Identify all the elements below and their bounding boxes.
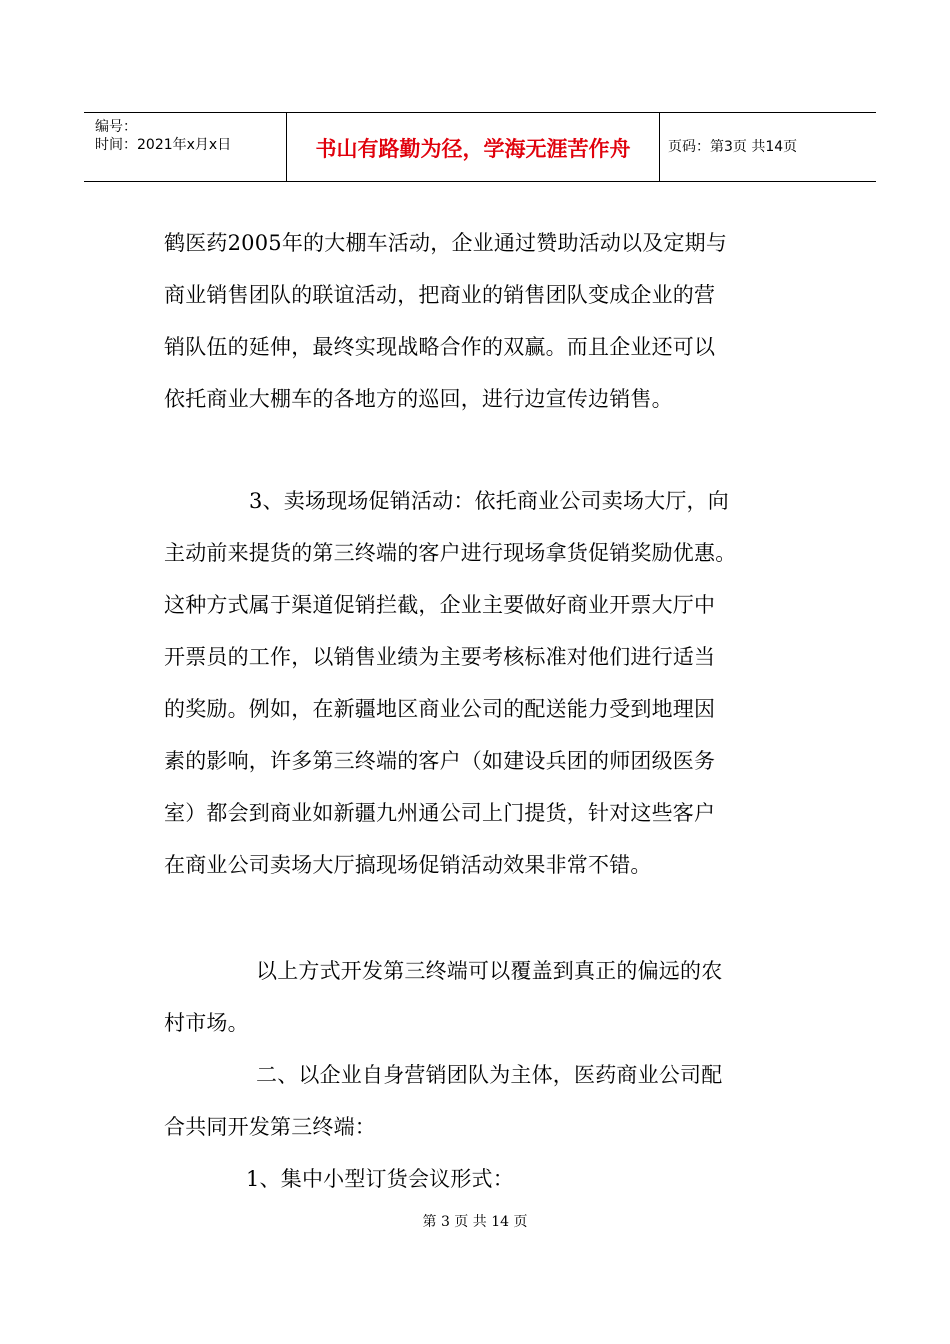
- subsection-heading-one: [164, 1153, 814, 1205]
- body-line: 开票员的工作，以销售业绩为主要考核标准对他们进行适当: [164, 645, 716, 669]
- motto-text: 书山有路勤为径，学海无涯苦作舟: [315, 137, 631, 161]
- body-line: 素的影响，许多第三终端的客户（如建设兵团的师团级医务: [164, 749, 716, 773]
- date-label: 时间：2021年x月x日: [95, 137, 232, 153]
- page-footer: 第 3 页 共 14 页: [422, 1214, 528, 1230]
- paragraph-summary: [164, 945, 814, 1049]
- paragraph-big-tent-vehicle: [164, 217, 814, 425]
- body-line: 依托商业大棚车的各地方的巡回，进行边宣传边销售。: [164, 387, 673, 411]
- body-line: 这种方式属于渠道促销拦截，企业主要做好商业开票大厅中: [164, 593, 716, 617]
- body-line: 室）都会到商业如新疆九州通公司上门提货，针对这些客户: [164, 801, 716, 825]
- page-header: [84, 112, 876, 182]
- body-line: 3、卖场现场促销活动：依托商业公司卖场大厅，向: [249, 489, 729, 513]
- header-middle-cell: [286, 113, 660, 181]
- paragraph-store-promotion: [164, 475, 814, 891]
- page-info: 页码：第3页 共14页: [668, 139, 798, 155]
- header-right-cell: [660, 113, 876, 181]
- body-line: 商业销售团队的联谊活动，把商业的销售团队变成企业的营: [164, 283, 716, 307]
- body-line: 销队伍的延伸，最终实现战略合作的双赢。而且企业还可以: [164, 335, 716, 359]
- body-line: 1、集中小型订货会议形式：: [246, 1167, 514, 1191]
- body-line: 村市场。: [164, 1011, 249, 1035]
- section-heading-two: [164, 1049, 814, 1153]
- serial-number-label: 编号：: [95, 119, 137, 135]
- body-line: 主动前来提货的第三终端的客户进行现场拿货促销奖励优惠。: [164, 541, 737, 565]
- body-line: 二、以企业自身营销团队为主体，医药商业公司配: [256, 1063, 723, 1087]
- body-line: 的奖励。例如，在新疆地区商业公司的配送能力受到地理因: [164, 697, 716, 721]
- body-line: 鹤医药2005年的大棚车活动，企业通过赞助活动以及定期与: [164, 231, 728, 255]
- header-left-cell: [84, 113, 286, 181]
- body-line: 合共同开发第三终端：: [164, 1115, 376, 1139]
- body-line: 以上方式开发第三终端可以覆盖到真正的偏远的农: [256, 959, 723, 983]
- body-line: 在商业公司卖场大厅搞现场促销活动效果非常不错。: [164, 853, 652, 877]
